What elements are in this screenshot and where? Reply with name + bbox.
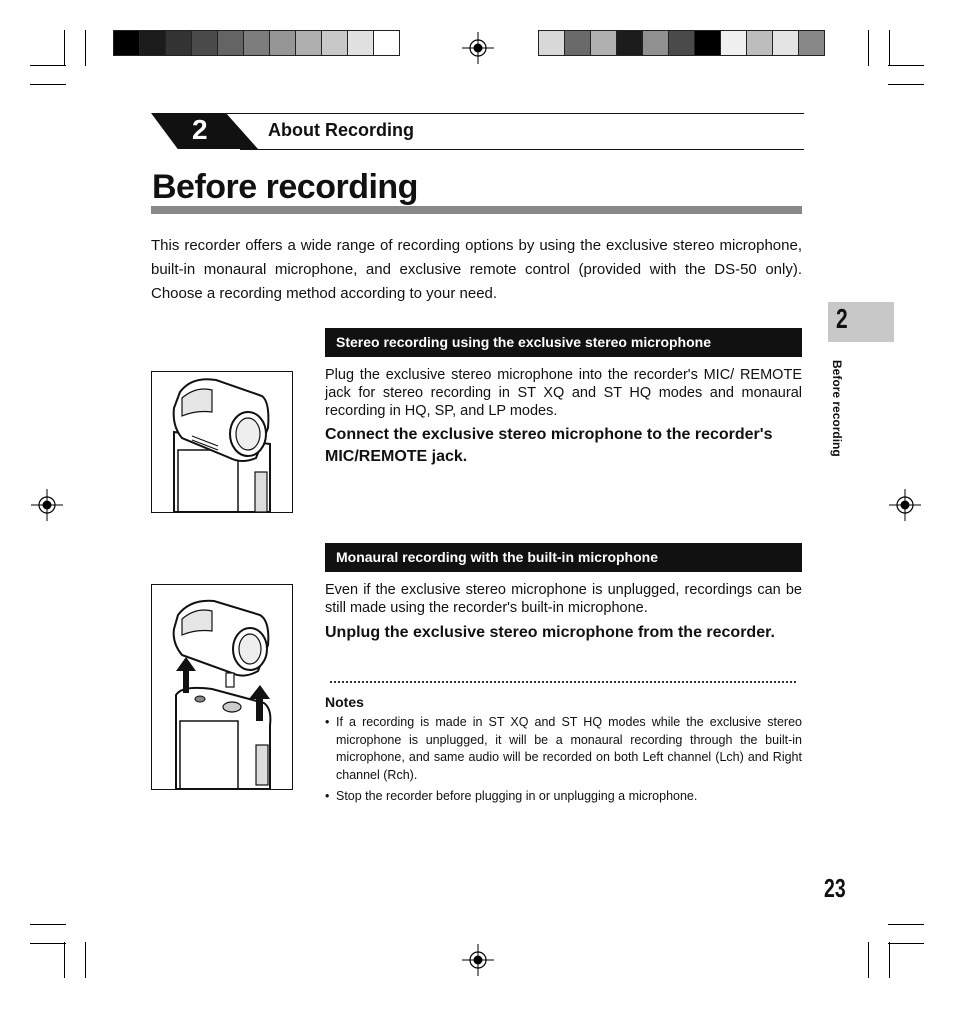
- crop-mark: [868, 30, 869, 66]
- crop-mark: [888, 943, 924, 944]
- color-swatch: [669, 30, 695, 56]
- instruction-stereo: Connect the exclusive stereo microphone to the recorder's MIC/REMOTE jack.: [325, 426, 773, 465]
- crop-mark: [30, 84, 66, 85]
- crop-mark: [889, 30, 890, 66]
- color-swatch: [140, 30, 166, 56]
- crop-mark: [888, 924, 924, 925]
- crop-mark: [85, 942, 86, 978]
- crop-mark: [888, 65, 924, 66]
- crop-mark: [64, 942, 65, 978]
- section-heading-monaural: Monaural recording with the built-in microphone: [325, 543, 802, 572]
- color-swatch: [322, 30, 348, 56]
- header-rule-top: [200, 113, 804, 114]
- notes-title: Notes: [325, 694, 364, 710]
- color-swatch: [166, 30, 192, 56]
- section-heading-stereo: Stereo recording using the exclusive stereo microphone: [325, 328, 802, 357]
- section-body-stereo: Plug the exclusive stereo microphone into the recorder's MIC/ REMOTE jack for stereo recording in ST XQ and ST HQ modes and monaural recording in HQ, SP, and LP modes.: [325, 367, 802, 419]
- color-swatch: [270, 30, 296, 56]
- color-bar-right: [538, 30, 825, 56]
- side-tab-number: 2: [836, 303, 848, 334]
- chapter-number: 2: [192, 114, 208, 145]
- color-swatch: [244, 30, 270, 56]
- instruction-monaural: Unplug the exclusive stereo microphone from the recorder.: [325, 624, 775, 641]
- color-swatch: [348, 30, 374, 56]
- registration-mark-icon: [889, 489, 921, 521]
- color-swatch: [695, 30, 721, 56]
- crop-mark: [64, 30, 65, 66]
- bullet: •: [325, 715, 330, 729]
- intro-paragraph: This recorder offers a wide range of recording options by using the exclusive stereo microphone, built-in monaural microphone, and exclusive remote control (provided with the DS-50 only). Choose a recording method according to your need.: [151, 237, 802, 302]
- crop-mark: [888, 84, 924, 85]
- illustration-unplug-mic: [151, 584, 293, 790]
- color-swatch: [218, 30, 244, 56]
- section-body-monaural: Even if the exclusive stereo microphone is unplugged, recordings can be still made using the recorder's built-in microphone.: [325, 582, 802, 616]
- crop-mark: [85, 30, 86, 66]
- color-swatch: [296, 30, 322, 56]
- section-label: About Recording: [268, 120, 414, 140]
- crop-mark: [868, 942, 869, 978]
- crop-mark: [30, 943, 66, 944]
- color-swatch: [747, 30, 773, 56]
- crop-mark: [30, 924, 66, 925]
- color-swatch: [617, 30, 643, 56]
- registration-mark-icon: [31, 489, 63, 521]
- color-swatch: [591, 30, 617, 56]
- title-underline: [151, 206, 802, 214]
- note-item: [325, 714, 802, 784]
- color-swatch: [565, 30, 591, 56]
- note-text: Stop the recorder before plugging in or unplugging a microphone.: [336, 789, 698, 803]
- illustration-stereo-mic: [151, 371, 293, 513]
- color-swatch: [113, 30, 140, 56]
- color-swatch: [721, 30, 747, 56]
- color-swatch: [773, 30, 799, 56]
- page-title: Before recording: [152, 168, 418, 206]
- color-swatch: [192, 30, 218, 56]
- crop-mark: [889, 942, 890, 978]
- color-swatch: [799, 30, 825, 56]
- color-swatch: [643, 30, 669, 56]
- note-text: If a recording is made in ST XQ and ST HQ modes while the exclusive stereo microphone is unplugged, it will be a monaural recording through the built-in microphone, and same audio will be recorded on both Left channel (Lch) and Right channel (Rch).: [336, 715, 802, 782]
- page-number: 23: [824, 873, 846, 903]
- note-item: [325, 788, 802, 806]
- color-bar-left: [113, 30, 400, 56]
- crop-mark: [30, 65, 66, 66]
- side-tab-label: Before recording: [830, 360, 844, 457]
- dotted-separator: [330, 681, 796, 683]
- registration-mark-icon: [462, 32, 494, 64]
- header-rule-bottom: [240, 149, 804, 150]
- registration-mark-icon: [462, 944, 494, 976]
- bullet: •: [325, 789, 330, 803]
- color-swatch: [374, 30, 400, 56]
- color-swatch: [538, 30, 565, 56]
